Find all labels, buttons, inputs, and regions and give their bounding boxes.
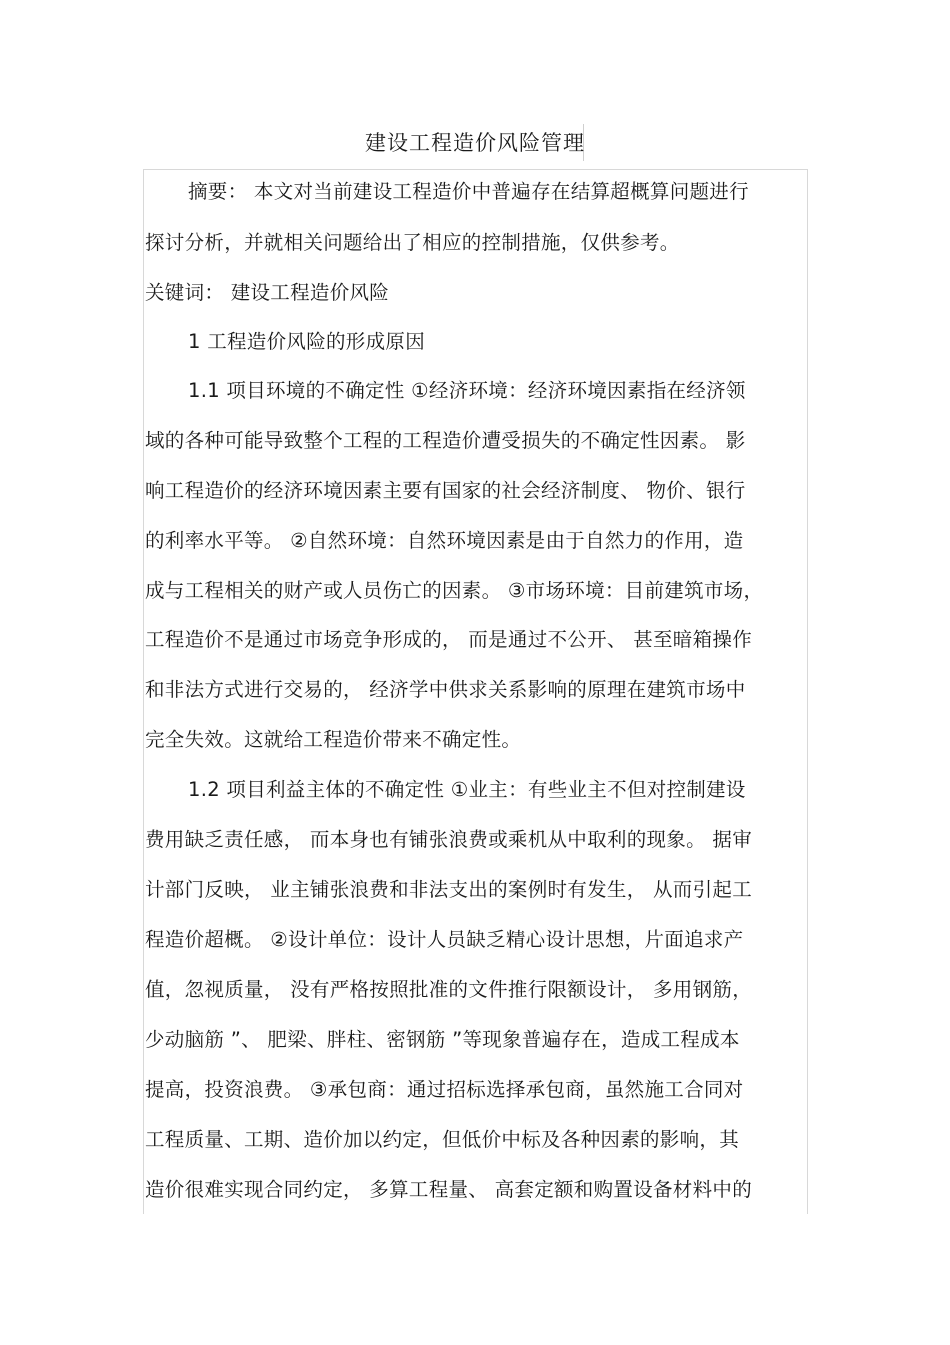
abstract-line-1: 摘要： 本文对当前建设工程造价中普遍存在结算超概算问题进行 <box>188 180 749 203</box>
document-title: 建设工程造价风险管理 <box>365 131 585 155</box>
paragraph-1-1-line-8: 完全失效。这就给工程造价带来不确定性。 <box>145 728 522 751</box>
paragraph-1-2-line-3: 计部门反映， 业主铺张浪费和非法支出的案例时有发生， 从而引起工 <box>145 878 752 901</box>
paragraph-1-2-line-5: 值，忽视质量， 没有严格按照批准的文件推行限额设计， 多用钢筋， <box>145 978 752 1001</box>
keywords-line: 关键词： 建设工程造价风险 <box>145 281 390 304</box>
frame-top-border <box>143 169 808 170</box>
paragraph-1-1-line-5: 成与工程相关的财产或人员伤亡的因素。 ③市场环境：目前建筑市场， <box>145 579 764 602</box>
paragraph-1-1-line-3: 响工程造价的经济环境因素主要有国家的社会经济制度、 物价、银行 <box>145 479 746 502</box>
paragraph-1-2-line-8: 工程质量、工期、造价加以约定，但低价中标及各种因素的影响，其 <box>145 1128 740 1151</box>
paragraph-1-1-line-7: 和非法方式进行交易的， 经济学中供求关系影响的原理在建筑市场中 <box>145 678 746 701</box>
paragraph-1-2-line-2: 费用缺乏责任感， 而本身也有铺张浪费或乘机从中取利的现象。 据审 <box>145 828 752 851</box>
paragraph-1-1-line-2: 域的各种可能导致整个工程的工程造价遭受损失的不确定性因素。 影 <box>145 429 746 452</box>
abstract-line-2: 探讨分析，并就相关问题给出了相应的控制措施，仅供参考。 <box>145 231 680 254</box>
paragraph-1-2-line-9: 造价很难实现合同约定， 多算工程量、 高套定额和购置设备材料中的 <box>145 1178 752 1201</box>
paragraph-1-1-line-4: 的利率水平等。 ②自然环境：自然环境因素是由于自然力的作用，造 <box>145 529 744 552</box>
paragraph-1-2-line-4: 程造价超概。 ②设计单位：设计人员缺乏精心设计思想，片面追求产 <box>145 928 744 951</box>
paragraph-1-2-line-6: 少动脑筋 ”、 肥梁、胖柱、密钢筋 ”等现象普遍存在，造成工程成本 <box>145 1028 740 1051</box>
section-1-heading: 1 工程造价风险的形成原因 <box>188 330 426 353</box>
paragraph-1-2-line-7: 提高，投资浪费。 ③承包商：通过招标选择承包商，虽然施工合同对 <box>145 1078 744 1101</box>
frame-right-border <box>807 169 808 1214</box>
paragraph-1-2-line-1: 1.2 项目利益主体的不确定性 ①业主：有些业主不但对控制建设 <box>188 778 746 801</box>
paragraph-1-1-line-6: 工程造价不是通过市场竞争形成的， 而是通过不公开、 甚至暗箱操作 <box>145 628 752 651</box>
paragraph-1-1-line-1: 1.1 项目环境的不确定性 ①经济环境：经济环境因素指在经济领 <box>188 379 746 402</box>
frame-left-border <box>143 169 144 1214</box>
